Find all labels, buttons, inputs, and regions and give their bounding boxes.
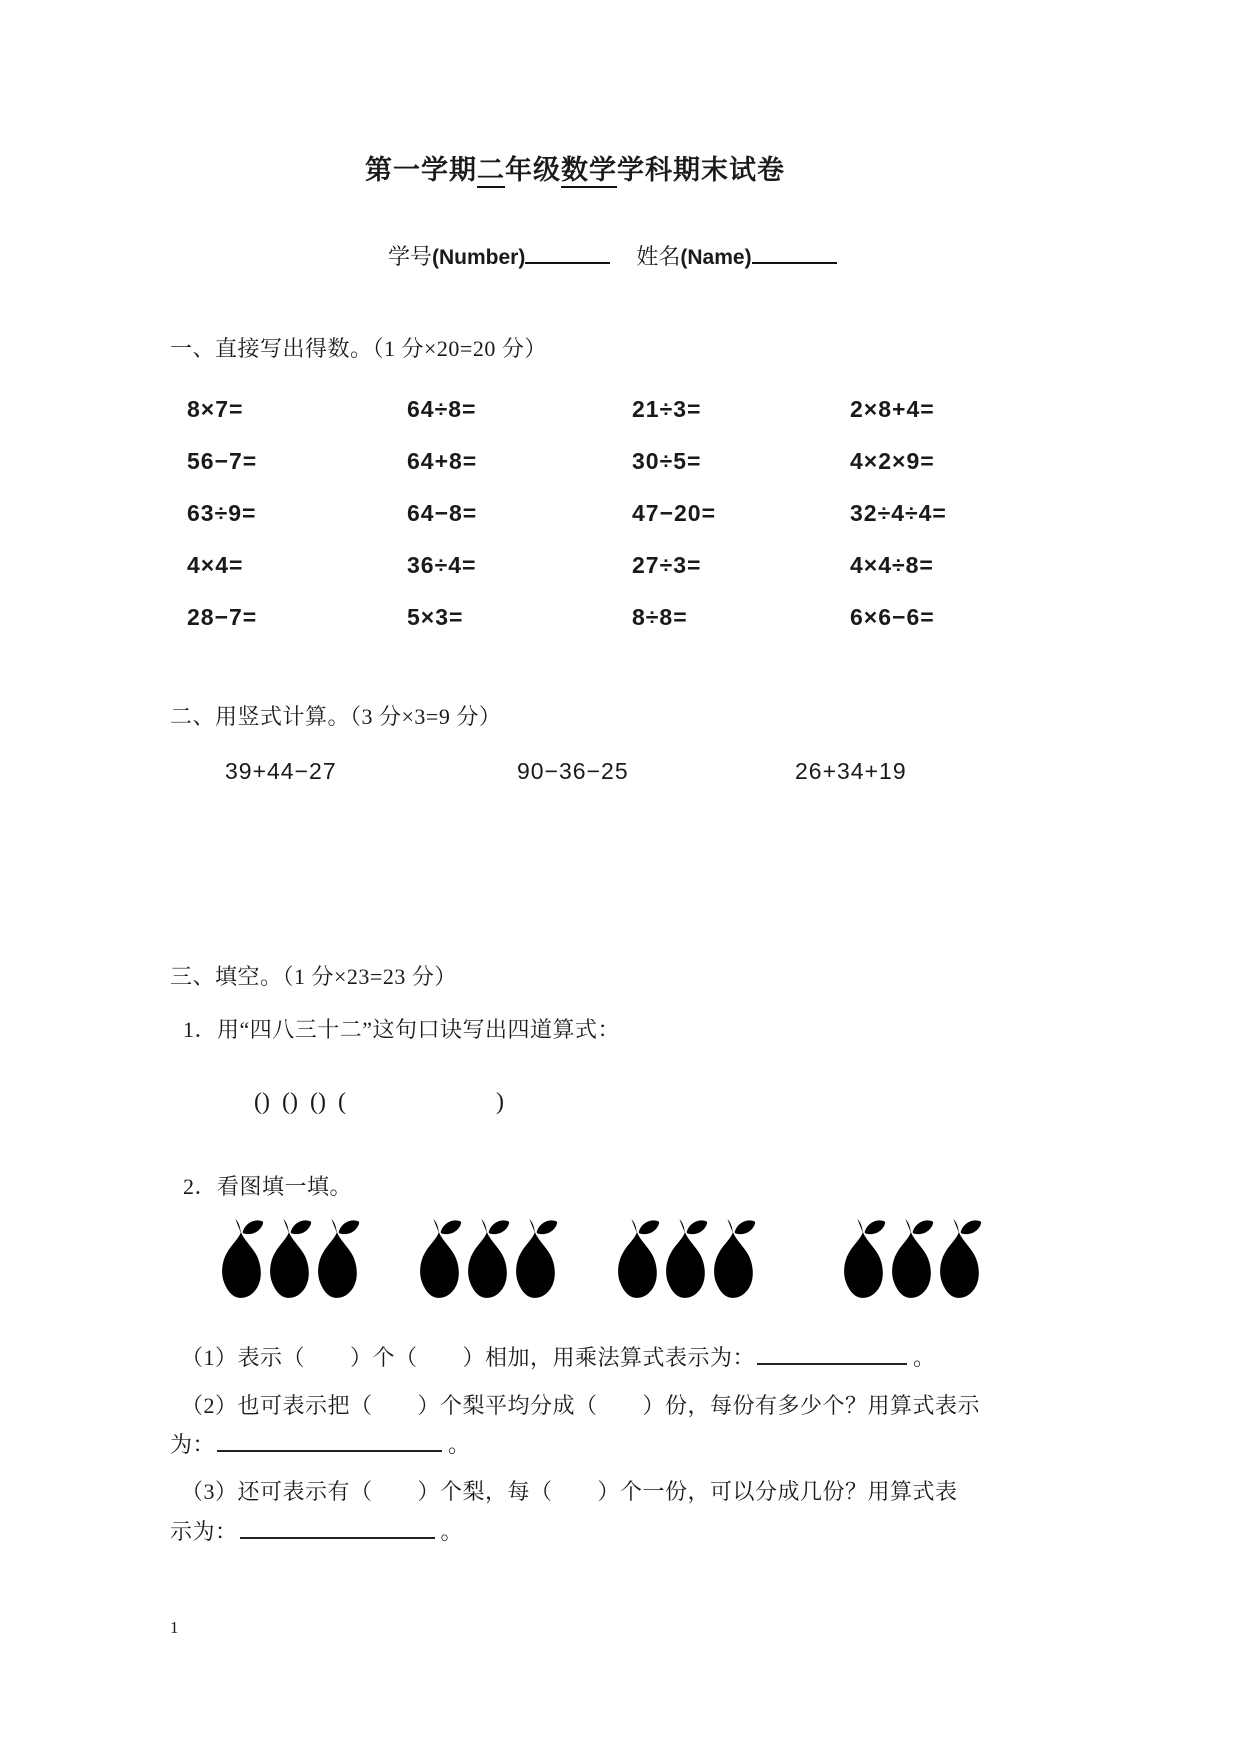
math-problem: 4×4= (187, 552, 244, 578)
pear-icon (934, 1215, 984, 1303)
pear-icon (510, 1215, 560, 1303)
answer-blank (217, 1428, 442, 1452)
math-problem: 4×2×9= (850, 448, 935, 474)
pear-group (612, 1215, 756, 1303)
question-text: 用“四八三十二”这句口诀写出四道算式： (217, 1017, 621, 1042)
sub-question-text: 为： (170, 1432, 216, 1457)
pear-icon (264, 1215, 314, 1303)
vertical-calc-problems (225, 756, 907, 786)
sub-question-2: （2）也可表示把（ ）个梨平均分成（ ）份，每份有多少个？用算式表示 (181, 1393, 981, 1418)
sub-question-1 (181, 1341, 936, 1372)
math-problem: 36÷4= (407, 552, 477, 578)
sub-question-text: 。 (440, 1519, 464, 1544)
name-label: 姓名 (636, 244, 681, 269)
math-problem: 8÷8= (632, 604, 688, 630)
math-problem: 21÷3= (632, 396, 702, 422)
answer-parens: () () () ( (254, 1089, 346, 1115)
sub-question-text: 。 (913, 1345, 936, 1370)
question-1 (183, 1013, 620, 1044)
number-label: 学号 (388, 244, 433, 269)
math-problem: 56−7= (187, 448, 258, 474)
question-text: 看图填一填。 (217, 1174, 353, 1199)
pear-icon (312, 1215, 362, 1303)
math-problem: 2×8+4= (850, 396, 935, 422)
math-problem: 63÷9= (187, 500, 257, 526)
sub-question-2-continued (170, 1428, 471, 1459)
problem-grid (187, 394, 1087, 632)
math-problem: 32÷4÷4= (850, 500, 947, 526)
name-label-en: (Name) (680, 246, 752, 269)
math-problem: 8×7= (187, 396, 244, 422)
sub-question-3: （3）还可表示有（ ）个梨，每（ ）个一份，可以分成几份？用算式表 (181, 1479, 958, 1504)
section1-heading: 一、直接写出得数。（1 分×20=20 分） (170, 336, 547, 361)
math-problem: 47−20= (632, 500, 717, 526)
sub-question-text: （1）表示（ ）个（ ）相加，用乘法算式表示为： (181, 1345, 756, 1370)
pear-icon (838, 1215, 888, 1303)
pear-icon (660, 1215, 710, 1303)
pear-icon (708, 1215, 758, 1303)
number-label-en: (Number) (432, 246, 526, 269)
student-id-line (388, 240, 837, 271)
question-number: 2． (183, 1174, 218, 1199)
section2-heading: 二、用竖式计算。（3 分×3=9 分） (170, 704, 502, 729)
pear-group (216, 1215, 360, 1303)
page-number: 1 (170, 1618, 179, 1637)
title-text: 年级 (505, 155, 561, 186)
answer-blank (240, 1515, 435, 1539)
pear-group (414, 1215, 558, 1303)
pear-icon (462, 1215, 512, 1303)
section3-heading: 三、填空。（1 分×23=23 分） (170, 964, 457, 989)
sub-question-text: 示为： (170, 1519, 238, 1544)
title-text: 学科期末试卷 (617, 155, 785, 186)
question-2 (183, 1170, 352, 1201)
pear-icon (886, 1215, 936, 1303)
math-problem: 90−36−25 (517, 758, 629, 784)
title-underlined-subject: 数学 (561, 155, 617, 188)
math-problem: 28−7= (187, 604, 258, 630)
math-problem: 64+8= (407, 448, 478, 474)
pear-icon (612, 1215, 662, 1303)
answer-blank (757, 1341, 907, 1365)
math-problem: 64−8= (407, 500, 478, 526)
math-problem: 27÷3= (632, 552, 702, 578)
pear-figure (216, 1215, 982, 1303)
math-problem: 64÷8= (407, 396, 477, 422)
pear-icon (216, 1215, 266, 1303)
math-problem: 26+34+19 (795, 758, 907, 784)
q1-answer-line (230, 1062, 504, 1143)
pear-icon (414, 1215, 464, 1303)
title-text: 第一学期 (365, 155, 477, 186)
number-blank (525, 240, 610, 264)
math-problem: 4×4÷8= (850, 552, 934, 578)
math-problem: 5×3= (407, 604, 464, 630)
exam-title (0, 148, 1150, 187)
sub-question-3-continued (170, 1515, 463, 1546)
answer-parens: ) (495, 1089, 504, 1115)
pear-group (838, 1215, 982, 1303)
math-problem: 39+44−27 (225, 758, 337, 784)
sub-question-text: 。 (448, 1432, 471, 1457)
name-blank (752, 240, 837, 264)
title-underlined-grade: 二 (477, 155, 505, 188)
question-number: 1． (183, 1017, 218, 1042)
math-problem: 6×6−6= (850, 604, 935, 630)
math-problem: 30÷5= (632, 448, 702, 474)
